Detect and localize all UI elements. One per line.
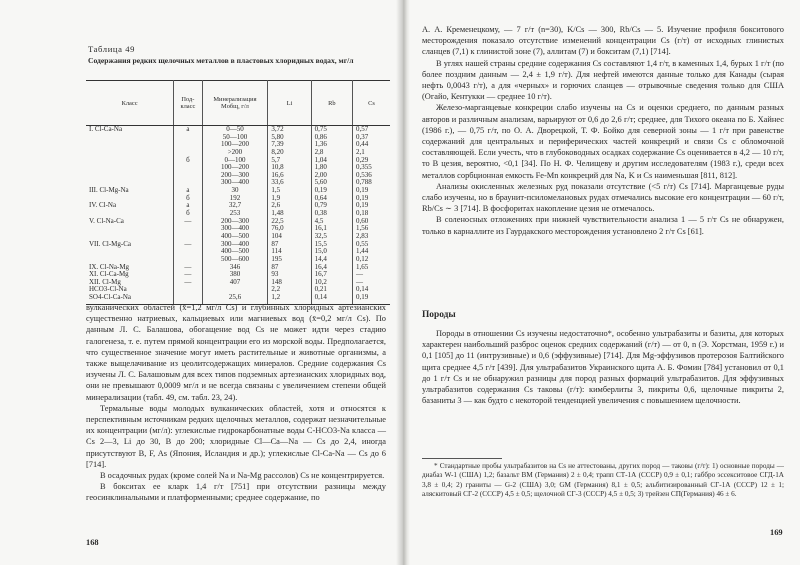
cell-mineralization: 300—400: [202, 179, 268, 187]
cell-rb: 0,86: [311, 134, 352, 142]
cell-li: 76,0: [268, 225, 311, 233]
cell-class: [86, 157, 174, 165]
cell-cs: 0,57: [356, 125, 369, 133]
cell-rb: 0,14: [311, 294, 352, 304]
cell-class: [86, 134, 174, 142]
cell-li: 87: [268, 264, 311, 272]
cell-subclass: а: [174, 187, 202, 195]
cell-cs: 0,19: [356, 201, 369, 210]
cell-li: 3,72: [268, 126, 311, 134]
cell-class: [86, 172, 174, 180]
cell-subclass: [174, 286, 202, 294]
cell-mineralization: 0—50: [202, 126, 268, 134]
cell-rb: 5,60: [311, 179, 352, 187]
data-table: [86, 80, 390, 305]
table-title: Содержания редких щелочных металлов в пластовых хлоридных водах, мг/л: [88, 56, 354, 65]
cell-class: [86, 141, 174, 149]
cell-class: IV. Cl-Na: [86, 202, 174, 210]
cell-subclass: [174, 141, 202, 149]
cell-mineralization: 200—300: [202, 172, 268, 180]
cell-cs: 0,44: [356, 140, 369, 149]
cell-mineralization: 300—400: [202, 225, 268, 233]
cell-li: 1,5: [268, 187, 311, 195]
table-row: [86, 179, 390, 187]
cell-mineralization: 346: [202, 264, 268, 272]
cell-subclass: [174, 134, 202, 142]
cell-subclass: —: [174, 218, 202, 226]
paragraph: В осадочных рудах (кроме солей Na и Na-Mg рассолов) Cs не концентрируется.: [100, 471, 385, 481]
cell-rb: 15,0: [311, 248, 352, 256]
cell-li: 1,9: [268, 195, 311, 203]
paragraph: А. А. Кременецкому, — 7 г/т (n=30), K/Cs — 300, Rb/Cs — 5. Изучение профиля бокситового месторождения показало отсутствие изменений концентрации Cs (г/т) от исходных глинистых сланцев (7,1) к глинистой зоне (7), аллитам (7) и бокситам (7,1) [714].: [422, 25, 784, 57]
cell-mineralization: 30: [202, 187, 268, 195]
header-mineralization: Минерализация Mобщ, г/л: [202, 81, 268, 126]
page-number: 168: [86, 538, 99, 547]
cell-rb: 16,7: [311, 271, 352, 279]
cell-subclass: а: [174, 202, 202, 210]
cell-subclass: а: [174, 126, 202, 134]
cell-subclass: —: [174, 241, 202, 249]
book-gutter: [396, 0, 410, 565]
cell-subclass: б: [174, 210, 202, 218]
cell-subclass: [174, 225, 202, 233]
right-body-text-top: [422, 24, 784, 237]
cell-rb: 0,79: [311, 202, 352, 210]
cell-cs: 1,44: [356, 247, 369, 256]
header-li: Li: [268, 81, 311, 126]
table-header-row: [86, 81, 390, 126]
cell-class: XI. Cl-Ca-Mg: [86, 271, 174, 279]
cell-mineralization: 407: [202, 279, 268, 287]
cell-rb: 2,8: [311, 149, 352, 157]
paragraph: Железо-марганцевые конкреции слабо изучены на Cs и оценки среднего, по данным разных авторов и различным анализам, варьируют от 0,6 до 2,6 г/т; среднее, для Тихого океана по Б. Хайнес (1986 г.), — 0,75 г/т, по О. А. Дворецкой, Т. Ф. Бойко для северной зоны — 1 г/т при равенстве содержаний для центральных и периферических частей конкреций и связи Cs с обломочной составляющей. Если учесть, что в глубоководных осадках содержание Cs оценивается в 4,2 — 10 г/т, то В цезия, вероятно, <0,1 [34]. По Н. Ф. Челищеву и другим исследователям (1983 г.), среди всех металлов сорбционная емкость Fe-Mn конкреций для Na, K и Cs наименьшая [811, 812].: [422, 103, 784, 180]
cell-mineralization: 500—600: [202, 256, 268, 264]
cell-cs: 0,19: [356, 186, 369, 195]
cell-li: 33,6: [268, 179, 311, 187]
cell-cs: 0,29: [356, 155, 369, 164]
paragraph: В углях нашей страны средние содержания Cs составляют 1,4 г/т, в каменных 1,4, бурых 1 г/т (по более поздним данным — 2,4 ± 1,9 г/т). Для нефтей имеются данные только для Канады (сырая нефть 0,0043 г/т), а для «черных» и горючих сланцев — отрывочные сведения только для США (Огайо, Кентукки — среднее 10 г/т).: [422, 58, 784, 102]
cell-rb: 0,75: [311, 126, 352, 134]
cell-li: 10,8: [268, 164, 311, 172]
page-number: 169: [770, 528, 783, 537]
cell-mineralization: 200—300: [202, 218, 268, 226]
cell-rb: 16,1: [311, 225, 352, 233]
cell-mineralization: 380: [202, 271, 268, 279]
cell-subclass: б: [174, 157, 202, 165]
cell-li: 5,7: [268, 157, 311, 165]
cell-li: 104: [268, 233, 311, 241]
cell-rb: 1,80: [311, 164, 352, 172]
cell-li: 5,80: [268, 134, 311, 142]
cell-cs: —: [356, 277, 364, 286]
cell-mineralization: 192: [202, 195, 268, 203]
left-body-text: [86, 302, 386, 504]
cell-li: 8,20: [268, 149, 311, 157]
cell-class: I. Cl-Ca-Na: [86, 126, 174, 134]
cell-li: 2,2: [268, 286, 311, 294]
paragraph: Термальные воды молодых вулканических областей, хотя и относятся к перспективным источникам редких щелочных металлов, содержат незначительные их концентрации (мг/л): углекислые гидрокарбонатные воды С-НСО3-Na класса — Cs 2—3, Li до 30, В до 200; хлоридные Cl—Ca—Na — Cs до 2,4, иногда присутствуют В, F, As (Япония, Исландия и др.); углекислые Cl-Ca-Na — Cs до 6 [714].: [86, 403, 386, 469]
cell-mineralization: 100—200: [202, 141, 268, 149]
cell-rb: 4,5: [311, 218, 352, 226]
cell-class: III. Cl-Mg-Na: [86, 187, 174, 195]
cell-cs: 2,1: [356, 147, 365, 156]
cell-mineralization: 50—100: [202, 134, 268, 142]
cell-cs: 0,12: [356, 254, 369, 263]
cell-cs: 0,536: [356, 170, 372, 179]
right-page: [402, 0, 800, 565]
paragraph: В соленосных отложениях при нижней чувствительности анализа 1 — 5 г/т Cs не обнаружен, только в карналлите из Гаурдакского месторождения установлено 2 г/т Cs [61].: [422, 215, 784, 236]
cell-cs: 0,18: [356, 209, 369, 218]
cell-cs: 0,355: [356, 163, 372, 172]
cell-mineralization: 400—500: [202, 233, 268, 241]
cell-rb: 0,38: [311, 210, 352, 218]
cell-rb: 14,4: [311, 256, 352, 264]
footnote-divider: [422, 458, 502, 459]
cell-rb: 15,5: [311, 241, 352, 249]
header-rb: Rb: [311, 81, 352, 126]
cell-cs: 0,19: [353, 294, 390, 304]
cell-class: [86, 248, 174, 256]
cell-class: HCO3-Cl-Na: [86, 286, 174, 294]
cell-cs: 0,788: [356, 178, 372, 187]
paragraph: вулканических областей (x̄=1,2 мг/л Cs) и глубинных хлоридных артезианских существенно натриевых, кальциевых или магниевых вод (x̄=0,2 мг/л Cs). По данным Л. С. Балашова, обогащение вод Cs не может идти через стадию галогенеза, т. е. путем прямой концентрации его из морской воды. Предполагается, что существенное значение могут иметь растительные и животные организмы, а также выщелачивание из цеолитсодержащих минералов. Средние содержания Cs изучены Л. С. Балашовым для всех типов подземных артезианских хлоридных вод, они не превышают 0,0009 мг/л и не всегда связаны с увеличением степени общей минерализации (табл. 49, см. табл. 23, 24).: [86, 303, 386, 402]
cell-rb: 16,4: [311, 264, 352, 272]
cell-rb: 10,2: [311, 279, 352, 287]
cell-subclass: [174, 164, 202, 172]
cell-cs: 0,37: [356, 132, 369, 141]
cell-subclass: —: [174, 264, 202, 272]
footnote-text: * Стандартные пробы ультрабазитов на Cs не аттестованы, других пород — таковы (г/т): 1) основные породы — диабаз W-1 (США) 1,2; базальт ВМ (Германия) 2 ± 0,4; трапп СТ-1А (СССР) 0,9 ± 0,1; габбро эссекситовое СГД-1А 3,8 ± 0,4; 2) граниты — G-2 (США) 3,0; GM (Германия) 8,1 ± 0,5; альбитизированный СГ-1А (СССР) 12 ± 1; аляскитовый СГ-2 (СССР) 4,5 ± 0,5; щелочной СГ-3 (СССР) 4,5 ± 0,5; 3) трейзен СП(Германия) 46 ± 6.: [422, 462, 784, 499]
cell-class: V. Cl-Na-Ca: [86, 218, 174, 226]
cell-subclass: б: [174, 195, 202, 203]
header-subclass: Под-класс: [174, 81, 202, 126]
cell-cs: 1,56: [356, 224, 369, 233]
cell-cs: 0,14: [356, 285, 369, 294]
paragraph: В бокситах ее кларк 1,4 г/т [751] при отсутствии разницы между геосинклинальными и платформенными; среднее содержание, по: [86, 482, 386, 503]
cell-cs: 0,19: [356, 193, 369, 202]
cell-mineralization: >200: [202, 149, 268, 157]
cell-li: 93: [268, 271, 311, 279]
cell-li: 114: [268, 248, 311, 256]
cell-rb: 0,19: [311, 187, 352, 195]
cell-li: 16,6: [268, 172, 311, 180]
cell-subclass: [174, 172, 202, 180]
footnote: [422, 462, 784, 500]
cell-li: 148: [268, 279, 311, 287]
cell-rb: 0,64: [311, 195, 352, 203]
cell-class: SO4-Cl-Ca-Na: [86, 294, 174, 304]
cell-class: VII. Cl-Mg-Ca: [86, 241, 174, 249]
cell-class: XII. Cl-Mg: [86, 279, 174, 287]
cell-li: 7,39: [268, 141, 311, 149]
cell-li: 195: [268, 256, 311, 264]
cell-li: 1,2: [268, 294, 311, 304]
right-body-text-bottom: [422, 328, 784, 406]
cell-cs: 2,83: [356, 231, 369, 240]
cell-cs: 1,65: [356, 262, 369, 271]
cell-mineralization: 253: [202, 210, 268, 218]
paragraph: Породы в отношении Cs изучены недостаточно*, особенно ультрабазиты и базиты, для которых характерен наибольший разброс оценок средних содержаний (г/т) — от 0, n (Э. Хорстман, 1959 г.) и 0,1 [105] до 11 (интрузивные) и 0,6 (эффузивные) [714]. Для Mg-эффузивов протерозоя Балтийского щита среднее 4,5 г/т [439]. Для ультрабазитов Украинского щита А. Б. Фомин [784] установил от 0,1 до 1 г/т Cs и не обнаружил разницы для пород разных формаций ультрабазитов. Для эффузивных ультрабазитов содержания Cs таковы (г/т): кимберлиты 3, пикриты 0,6, щелочные пикриты 2, базаниты 3 — как будто с некоторой тенденцией увеличения с повышением щелочности.: [422, 329, 784, 406]
cell-class: IX. Cl-Na-Mg: [86, 264, 174, 272]
cell-cs: 0,55: [356, 239, 369, 248]
section-title: Породы: [422, 310, 456, 320]
cell-rb: 1,04: [311, 157, 352, 165]
cell-rb: 0,21: [311, 286, 352, 294]
cell-mineralization: 0—100: [202, 157, 268, 165]
cell-subclass: —: [174, 279, 202, 287]
cell-mineralization: 300—400: [202, 241, 268, 249]
paragraph: Анализы окисленных железных руд показали отсутствие (<5 г/т) Cs [714]. Марганцевые руды слабо изучены, но в браунит-псиломелановых рудах отмечались высокие его концентрации — 60 г/т, Rb/Cs ∼ 3 [714]. В фосфоритах накопление цезия не отмечалось.: [422, 181, 784, 214]
header-class: Класс: [86, 81, 174, 126]
cell-mineralization: 100—200: [202, 164, 268, 172]
cell-cs: —: [356, 270, 364, 279]
cell-li: 1,48: [268, 210, 311, 218]
cell-li: 2,6: [268, 202, 311, 210]
cell-li: 22,5: [268, 218, 311, 226]
cell-li: 87: [268, 241, 311, 249]
cell-class: [86, 149, 174, 157]
cell-subclass: [174, 248, 202, 256]
cell-mineralization: 25,6: [202, 294, 268, 304]
table-row: [86, 279, 390, 287]
cell-class: [86, 164, 174, 172]
cell-mineralization: 400—500: [202, 248, 268, 256]
cell-rb: 32,5: [311, 233, 352, 241]
header-cs: Cs: [353, 81, 390, 126]
cell-subclass: —: [174, 271, 202, 279]
cell-class: [86, 225, 174, 233]
cell-mineralization: 32,7: [202, 202, 268, 210]
cell-cs: 0,60: [356, 216, 369, 225]
table-label: Таблица 49: [88, 44, 136, 54]
cell-rb: 2,00: [311, 172, 352, 180]
cell-rb: 1,36: [311, 141, 352, 149]
